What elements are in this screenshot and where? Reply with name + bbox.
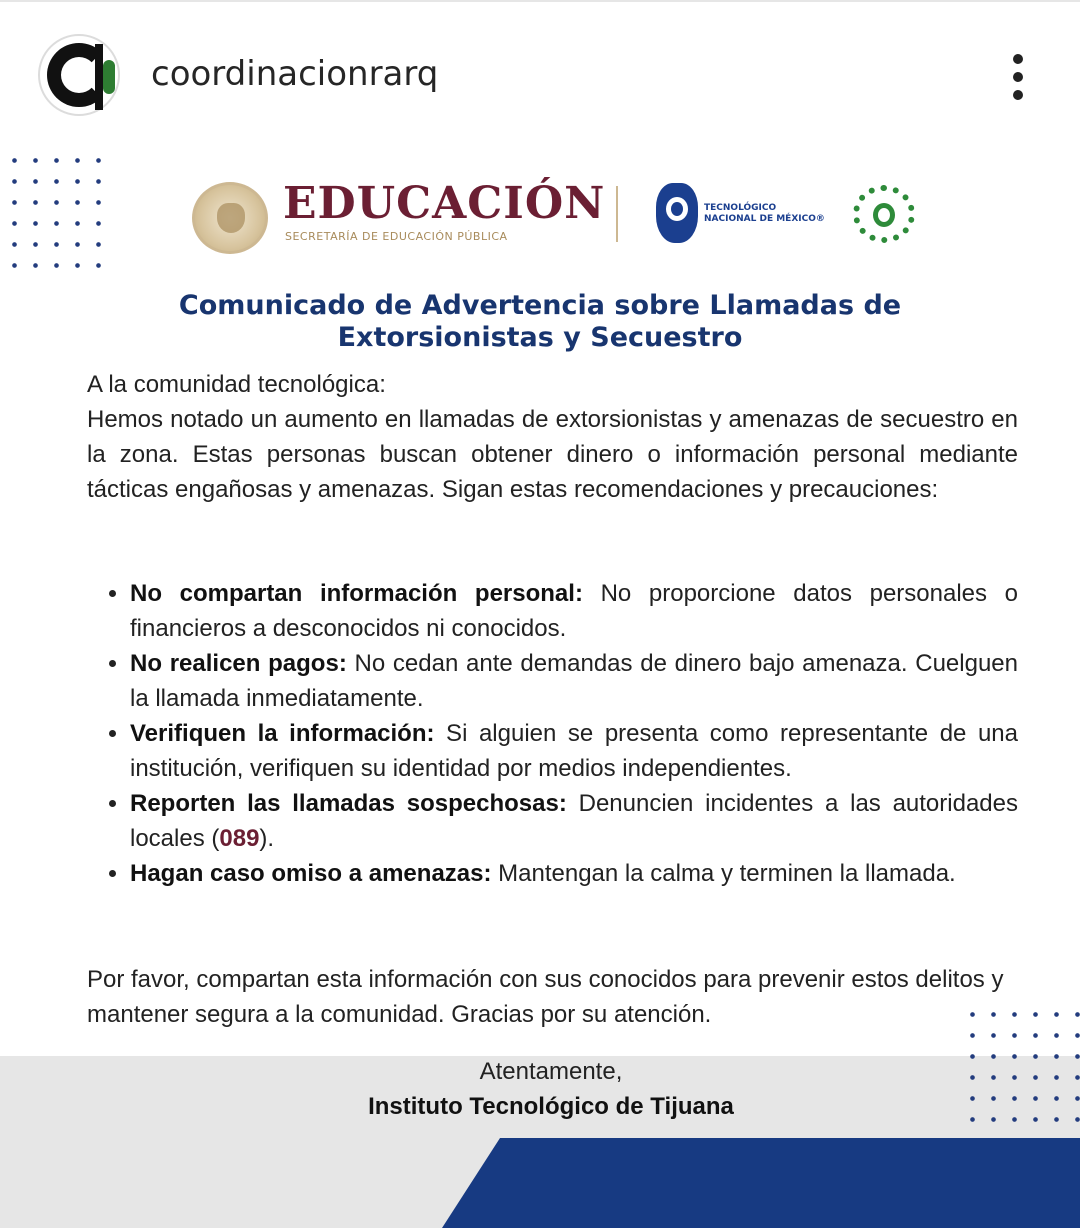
avatar[interactable] xyxy=(38,34,120,116)
recommendations-list xyxy=(87,576,1018,891)
recommendation-title: No compartan información personal: xyxy=(130,580,583,607)
mexico-seal-logo xyxy=(192,182,268,254)
recommendation-title: Reporten las llamadas sospechosas: xyxy=(130,790,567,817)
recommendation-text: Denuncien incidentes a las autoridades locales ( xyxy=(130,790,1018,852)
institution-name: Instituto Tecnológico de Tijuana xyxy=(368,1093,734,1120)
logo-divider xyxy=(616,186,618,242)
recommendation-text: No proporcione datos personales o financieros a desconocidos ni conocidos. xyxy=(130,580,1018,642)
post-header xyxy=(0,0,1080,142)
hotline-number: 089 xyxy=(219,825,260,852)
avatar-logo-bar xyxy=(95,44,103,110)
list-item xyxy=(130,646,1018,716)
greeting: A la comunidad tecnológica: xyxy=(87,371,386,398)
list-item xyxy=(130,856,1018,891)
tecnm-logo-line: NACIONAL DE MÉXICO® xyxy=(704,214,825,224)
list-item xyxy=(130,576,1018,646)
closing-paragraph: Por favor, compartan esta información con sus conocidos para prevenir estos delitos y mantener segura a la comunidad. Gracias por su atención. xyxy=(87,966,1004,1028)
decorative-dots xyxy=(4,150,109,276)
list-item xyxy=(130,716,1018,786)
recommendation-title: Verifiquen la información: xyxy=(130,720,435,747)
tecnm-gear-logo xyxy=(656,183,698,243)
recommendation-text: Mantengan la calma y terminen la llamada. xyxy=(491,860,956,887)
recommendation-text: ). xyxy=(259,825,275,852)
avatar-logo-leaf xyxy=(103,60,115,94)
list-item xyxy=(130,786,1018,856)
recommendation-title: Hagan caso omiso a amenazas: xyxy=(130,860,492,887)
username[interactable]: coordinacionrarq xyxy=(151,54,439,94)
itt-logo xyxy=(853,185,915,243)
signoff: Atentamente, xyxy=(479,1058,623,1085)
sep-logo-subtitle: SECRETARÍA DE EDUCACIÓN PÚBLICA xyxy=(285,230,508,243)
more-vertical-icon[interactable] xyxy=(1004,52,1034,102)
tecnm-logo-line: TECNOLÓGICO xyxy=(704,203,777,213)
page-title: Comunicado de Advertencia sobre Llamadas de Extorsionistas y Secuestro xyxy=(178,290,902,353)
tecnm-logo-text xyxy=(704,203,825,225)
recommendation-title: No realicen pagos: xyxy=(130,650,347,677)
sep-logo-title: EDUCACIÓN xyxy=(283,178,606,229)
intro-paragraph: Hemos notado un aumento en llamadas de extorsionistas y amenazas de secuestro en la zona. Estas personas buscan obtener dinero o información personal mediante tácticas engañosas y amenazas. Sigan estas recomendaciones y precauciones: xyxy=(87,406,1018,503)
recommendation-text: Si alguien se presenta como representante de una institución, verifiquen su identidad por medios independientes. xyxy=(130,720,1018,782)
recommendation-text: No cedan ante demandas de dinero bajo amenaza. Cuelguen la llamada inmediatamente. xyxy=(130,650,1018,712)
